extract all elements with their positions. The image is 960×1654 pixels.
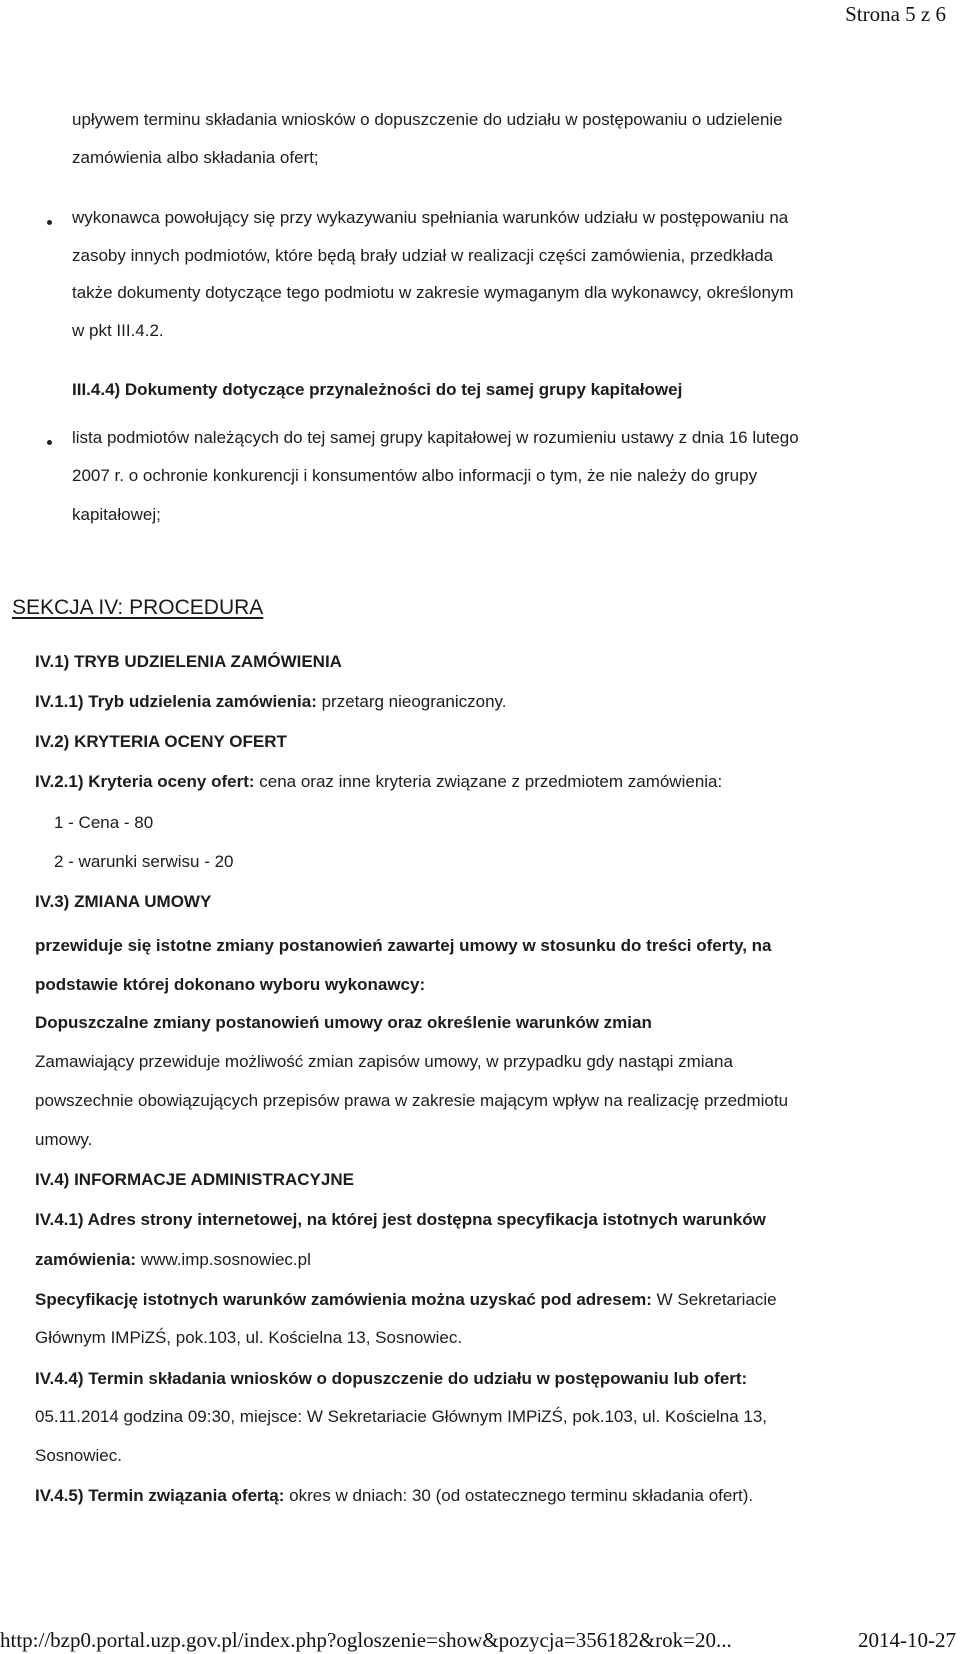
bold-text-line: podstawie której dokonano wyboru wykonawcy: [35, 975, 426, 994]
field-row [35, 772, 722, 792]
subsection-heading: IV.1) TRYB UDZIELENIA ZAMÓWIENIA [35, 652, 342, 671]
bullet-text-line: także dokumenty dotyczące tego podmiotu w zakresie wymaganym dla wykonawcy, określonym [72, 283, 794, 302]
section-title: SEKCJA IV: PROCEDURA [12, 596, 264, 619]
field-value: W Sekretariacie [651, 1290, 777, 1309]
bullet-text-line: 2007 r. o ochronie konkurencji i konsumentów albo informacji o tym, że nie należy do grupy [72, 466, 758, 485]
website-link[interactable]: www.imp.sosnowiec.pl [136, 1250, 311, 1269]
field-label: IV.1.1) Tryb udzielenia zamówienia: [35, 692, 317, 711]
footer-url[interactable]: http://bzp0.portal.uzp.gov.pl/index.php?ogloszenie=show&pozycja=356182&rok=20... [0, 1628, 732, 1652]
bullet-text-line: wykonawca powołujący się przy wykazywaniu spełniania warunków udziału w postępowaniu na [72, 208, 789, 227]
field-value: cena oraz inne kryteria związane z przedmiotem zamówienia: [254, 772, 723, 791]
text-line: Zamawiający przewiduje możliwość zmian zapisów umowy, w przypadku gdy nastąpi zmiana [35, 1052, 733, 1071]
text-line: 05.11.2014 godzina 09:30, miejsce: W Sekretariacie Głównym IMPiZŚ, pok.103, ul. Kościelna 13, [35, 1407, 768, 1426]
field-row [35, 1486, 753, 1506]
criterion-item: 2 - warunki serwisu - 20 [54, 852, 234, 871]
field-label: IV.2.1) Kryteria oceny ofert: [35, 772, 255, 791]
field-label: IV.4.5) Termin związania ofertą: [35, 1486, 285, 1505]
field-row [35, 1290, 777, 1310]
bullet-text-line: zasoby innych podmiotów, które będą brały udział w realizacji części zamówienia, przedkłada [72, 246, 774, 265]
bold-text-line: IV.4.4) Termin składania wniosków o dopuszczenie do udziału w postępowaniu lub ofert: [35, 1369, 748, 1388]
text-line: umowy. [35, 1130, 93, 1149]
field-value: okres w dniach: 30 (od ostatecznego terminu składania ofert). [284, 1486, 754, 1505]
text-line: Sosnowiec. [35, 1446, 122, 1465]
bold-text-line: przewiduje się istotne zmiany postanowień zawartej umowy w stosunku do treści oferty, na [35, 936, 772, 955]
field-label: zamówienia: [35, 1250, 137, 1269]
field-label: Specyfikację istotnych warunków zamówienia można uzyskać pod adresem: [35, 1290, 652, 1309]
field-row [35, 692, 506, 712]
bullet-text-line: lista podmiotów należących do tej samej grupy kapitałowej w rozumieniu ustawy z dnia 16 lutego [72, 428, 799, 447]
field-value: przetarg nieograniczony. [316, 692, 507, 711]
page-number: Strona 5 z 6 [845, 2, 946, 26]
field-row [35, 1250, 311, 1270]
text-line: powszechnie obowiązujących przepisów prawa w zakresie mającym wpływ na realizację przedmiotu [35, 1091, 789, 1110]
section-heading: III.4.4) Dokumenty dotyczące przynależności do tej samej grupy kapitałowej [72, 380, 683, 399]
bold-text-line: IV.4.1) Adres strony internetowej, na której jest dostępna specyfikacja istotnych warunków [35, 1210, 766, 1229]
bullet-icon [47, 440, 52, 445]
subsection-heading: IV.3) ZMIANA UMOWY [35, 892, 212, 911]
subheading: Dopuszczalne zmiany postanowień umowy oraz określenie warunków zmian [35, 1013, 652, 1032]
intro-line: upływem terminu składania wniosków o dopuszczenie do udziału w postępowaniu o udzielenie [72, 110, 783, 129]
intro-line: zamówienia albo składania ofert; [72, 148, 319, 167]
criterion-item: 1 - Cena - 80 [54, 813, 154, 832]
footer-date: 2014-10-27 [858, 1628, 956, 1652]
subsection-heading: IV.2) KRYTERIA OCENY OFERT [35, 732, 287, 751]
bullet-text-line: w pkt III.4.2. [72, 321, 164, 340]
subsection-heading: IV.4) INFORMACJE ADMINISTRACYJNE [35, 1170, 354, 1189]
text-line: Głównym IMPiZŚ, pok.103, ul. Kościelna 13, Sosnowiec. [35, 1328, 463, 1347]
bullet-text-line: kapitałowej; [72, 505, 161, 524]
bullet-icon [47, 220, 52, 225]
